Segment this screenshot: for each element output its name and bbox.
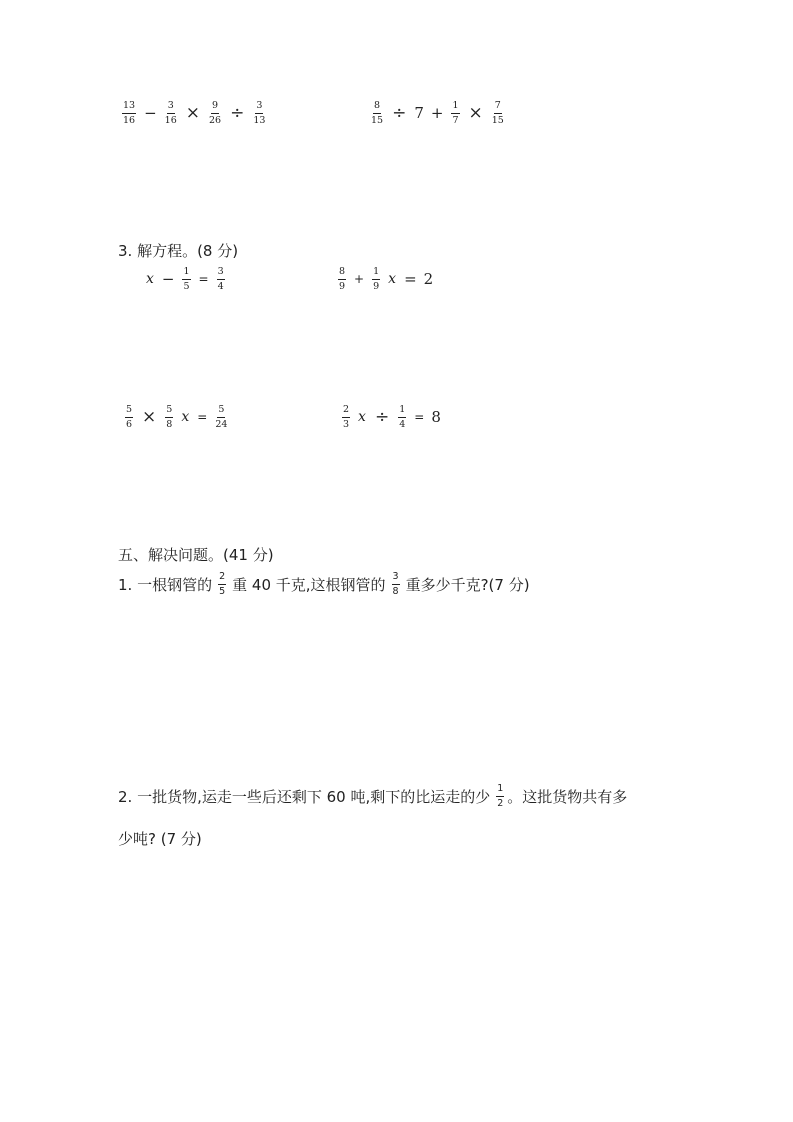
times-operator: × [185, 103, 201, 123]
question-1 [118, 572, 530, 596]
fraction: $\frac{3}{4}$ [217, 266, 224, 292]
variable-x: x [181, 409, 190, 425]
section-3-title: 3. 解方程。(8 分) [118, 242, 239, 260]
times-operator: × [468, 103, 483, 123]
question-2-continued: 少吨? (7 分) [118, 830, 202, 848]
fraction: $\frac{2}{3}$ [343, 404, 350, 430]
section-5-title: 五、解决问题。(41 分) [118, 546, 274, 564]
number: 2 [423, 270, 434, 288]
divide-operator: ÷ [374, 407, 390, 427]
divide-operator: ÷ [230, 103, 245, 123]
fraction: $\frac{1}{2}$ [497, 783, 504, 809]
equals-sign: = [414, 410, 425, 424]
number: 7 [414, 104, 424, 122]
fraction: $\frac{5}{8}$ [166, 404, 173, 430]
fraction: $\frac{5}{6}$ [126, 404, 133, 430]
equation-2 [334, 267, 436, 291]
variable-x: x [146, 271, 154, 287]
variable-x: x [358, 409, 366, 425]
question-1-text-c: 重多少千克?(7 分) [405, 575, 530, 594]
fraction: $\frac{8}{9}$ [339, 266, 346, 292]
equation-4 [338, 405, 444, 429]
fraction: $\frac{5}{24}$ [215, 404, 228, 430]
question-2-text-a: 2. 一批货物,运走一些后还剩下 60 吨,剩下的比运走的少 [118, 787, 491, 806]
equals-sign: = [197, 410, 208, 424]
minus-operator: − [161, 270, 175, 288]
question-2-text-b: 。这批货物共有多 [507, 787, 628, 806]
fraction: $\frac{1}{7}$ [452, 100, 459, 126]
fraction: $\frac{13}{16}$ [123, 100, 136, 126]
calc-expression-1 [118, 101, 269, 125]
fraction: $\frac{2}{5}$ [219, 571, 226, 597]
plus-operator: + [430, 104, 444, 122]
minus-operator: − [144, 104, 157, 122]
fraction: $\frac{3}{8}$ [392, 571, 399, 597]
fraction: $\frac{1}{4}$ [399, 404, 406, 430]
calc-expression-2 [367, 101, 508, 125]
equation-1 [142, 267, 229, 291]
plus-operator: + [354, 272, 365, 286]
equation-3 [121, 405, 231, 429]
question-1-text-a: 1. 一根钢管的 [118, 575, 213, 594]
fraction: $\frac{3}{16}$ [164, 100, 177, 126]
fraction: $\frac{3}{13}$ [253, 100, 266, 126]
question-1-text-b: 重 40 千克,这根钢管的 [232, 575, 386, 594]
times-operator: × [142, 407, 157, 427]
equals-sign: = [404, 270, 417, 288]
question-2 [118, 784, 627, 808]
variable-x: x [388, 271, 397, 287]
number: 8 [431, 408, 441, 426]
fraction: $\frac{9}{26}$ [209, 100, 222, 126]
equals-sign: = [198, 272, 209, 286]
fraction: $\frac{1}{9}$ [373, 266, 380, 292]
divide-operator: ÷ [392, 103, 407, 123]
fraction: $\frac{1}{5}$ [183, 266, 190, 292]
fraction: $\frac{7}{15}$ [491, 100, 504, 126]
fraction: $\frac{8}{15}$ [371, 100, 384, 126]
